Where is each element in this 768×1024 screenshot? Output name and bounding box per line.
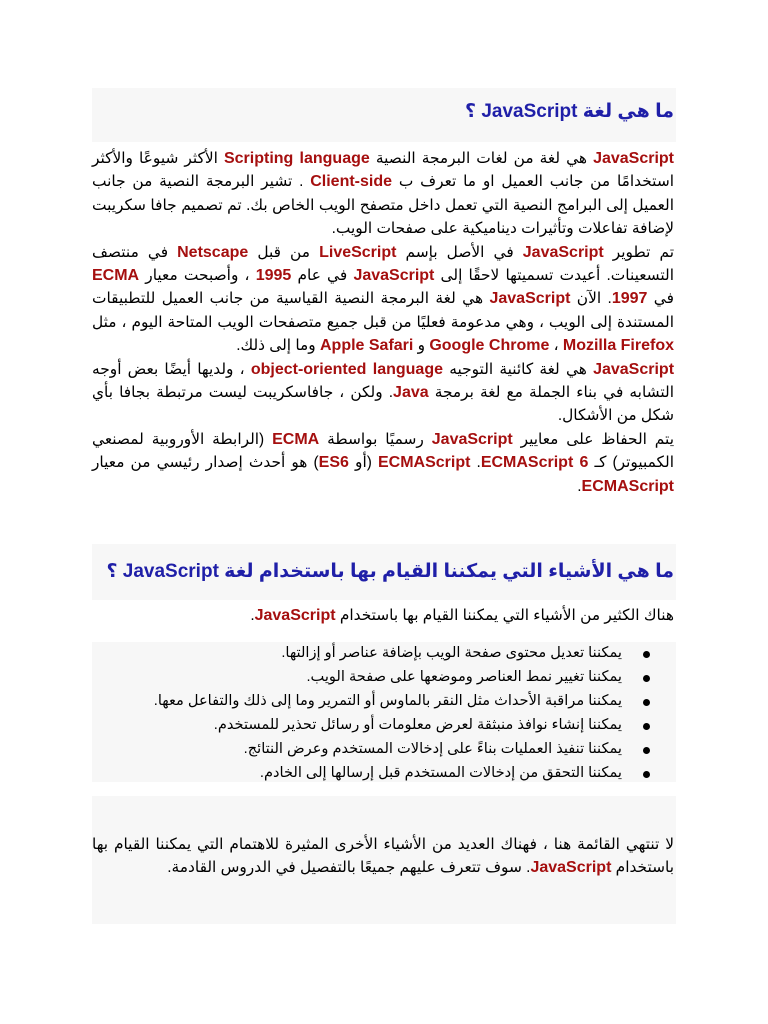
keyword-term: Google Chrome: [429, 337, 550, 355]
text-run: ، ولديها أيضًا بعض أوجه التشابه في بناء الجملة مع لغة برمجة: [92, 360, 674, 402]
keyword-term: 1997: [611, 290, 648, 308]
bullet-icon: [643, 747, 650, 754]
keyword-term: JavaScript: [530, 859, 612, 877]
section1-body: [92, 147, 674, 498]
text-run: . سوف تتعرف عليهم جميعًا بالتفصيل في الدروس القادمة.: [167, 859, 531, 877]
text-run: في الأصل بإسم: [396, 243, 523, 261]
text-run: (الرابطة الأوروبية لمصنعي الكمبيوتر) كـ: [92, 430, 675, 472]
paragraph-standards: [92, 428, 674, 498]
list-item: يمكننا إنشاء نوافذ منبثقة لعرض معلومات أو رسائل تحذير للمستخدم.: [92, 714, 674, 738]
text-run: هي لغة من لغات البرمجة النصية: [369, 150, 594, 167]
keyword-term: Client-side: [310, 173, 393, 191]
text-run: . ولكن ، جافاسكريبت ليست مرتبطة بجافا بأي شكل من الأشكال.: [92, 384, 674, 425]
bullet-icon: [643, 651, 650, 658]
text-run: .: [250, 607, 255, 624]
text-run: في عام: [291, 267, 354, 285]
keyword-term: JavaScript: [593, 150, 674, 167]
keyword-term: Mozilla Firefox: [562, 337, 674, 355]
keyword-term: ECMAScript 6: [480, 454, 589, 472]
text-run: ،: [549, 337, 563, 355]
text-run: لا تنتهي القائمة هنا ، فهناك العديد من الأشياء الأخرى المثيرة للاهتمام التي يمكننا القيام بها باستخدام: [92, 836, 674, 877]
text-run: الأكثر شيوعًا والأكثر استخدامًا من جانب العميل او ما تعرف ب: [92, 150, 674, 191]
paragraph-intro: [92, 147, 674, 241]
text-run: في منتصف التسعينات. أعيدت تسميتها لاحقًا إلى: [92, 243, 674, 285]
text-run: . الآن: [570, 290, 612, 308]
text-run: وما إلى ذلك.: [236, 337, 320, 355]
keyword-term: ES6: [318, 454, 349, 472]
text-run: هناك الكثير من الأشياء التي يمكننا القيام بها باستخدام: [335, 607, 674, 624]
bullet-icon: [643, 699, 650, 706]
section-heading-what-can-we-do: ما هي الأشياء التي يمكننا القيام بها باستخدام لغة JavaScript ؟: [106, 561, 674, 582]
text-run: (أو: [348, 454, 378, 472]
keyword-term: Netscape: [177, 243, 249, 261]
keyword-term: JavaScript: [353, 267, 435, 285]
keyword-term: ECMA: [92, 267, 140, 285]
section-heading-what-is-js: ما هي لغة JavaScript ؟: [465, 101, 674, 122]
keyword-term: JavaScript: [522, 243, 604, 261]
keyword-term: object-oriented language: [250, 360, 443, 378]
paragraph-history: [92, 241, 674, 358]
keyword-term: ECMAScript: [581, 477, 674, 495]
list-item: يمكننا تغيير نمط العناصر وموضعها على صفحة الويب.: [92, 666, 674, 690]
keyword-term: JavaScript: [431, 430, 513, 448]
keyword-term: JavaScript: [593, 360, 675, 378]
text-run: تم تطوير: [603, 243, 675, 261]
text-run: .: [577, 477, 582, 495]
keyword-term: JavaScript: [254, 607, 336, 624]
text-run: رسميًا بواسطة: [319, 430, 432, 448]
bullet-icon: [643, 675, 650, 682]
text-run: .: [470, 454, 481, 472]
list-item: يمكننا التحقق من إدخالات المستخدم قبل إرسالها إلى الخادم.: [92, 762, 674, 786]
list-item: يمكننا تنفيذ العمليات بناءً على إدخالات المستخدم وعرض النتائج.: [92, 738, 674, 762]
text-run: ) هو أحدث إصدار رئيسي من معيار: [92, 454, 319, 472]
closing-paragraph: [92, 833, 674, 880]
bullet-icon: [643, 771, 650, 778]
text-run: من قبل: [248, 243, 320, 261]
keyword-term: 1995: [255, 267, 292, 285]
text-run: هي لغة البرمجة النصية القياسية من جانب العميل للتطبيقات المستندة إلى الويب ، وهي مدعومة فعليًا من قبل جميع متصفحات الويب المتاحة اليوم ، مثل: [92, 290, 674, 331]
keyword-term: ECMAScript: [377, 454, 471, 472]
capabilities-list: [92, 642, 674, 785]
text-run: هي لغة كائنية التوجيه: [443, 360, 594, 378]
text-run: و: [413, 337, 430, 355]
paragraph-oop: [92, 358, 674, 428]
list-intro: [92, 604, 674, 627]
keyword-term: Java: [393, 384, 429, 402]
bullet-icon: [643, 723, 650, 730]
text-run: ، وأصبحت معيار: [139, 267, 256, 285]
keyword-term: Scripting language: [223, 150, 370, 167]
keyword-term: LiveScript: [319, 243, 397, 261]
list-item: يمكننا تعديل محتوى صفحة الويب بإضافة عناصر أو إزالتها.: [92, 642, 674, 666]
text-run: . تشير البرمجة النصية من جانب العميل إلى البرامج النصية التي تعمل داخل متصفح الويب الخاص بك. تم تصميم جافا سكريبت لإضافة تفاعلات وتأثيرات ديناميكية على صفحات الويب.: [92, 173, 674, 238]
text-run: يتم الحفاظ على معايير: [512, 430, 674, 448]
keyword-term: ECMA: [272, 430, 320, 448]
list-item: يمكننا مراقبة الأحداث مثل النقر بالماوس أو التمرير وما إلى ذلك والتفاعل معها.: [92, 690, 674, 714]
keyword-term: Apple Safari: [319, 337, 414, 355]
text-run: في: [647, 290, 674, 308]
keyword-term: JavaScript: [489, 290, 571, 308]
